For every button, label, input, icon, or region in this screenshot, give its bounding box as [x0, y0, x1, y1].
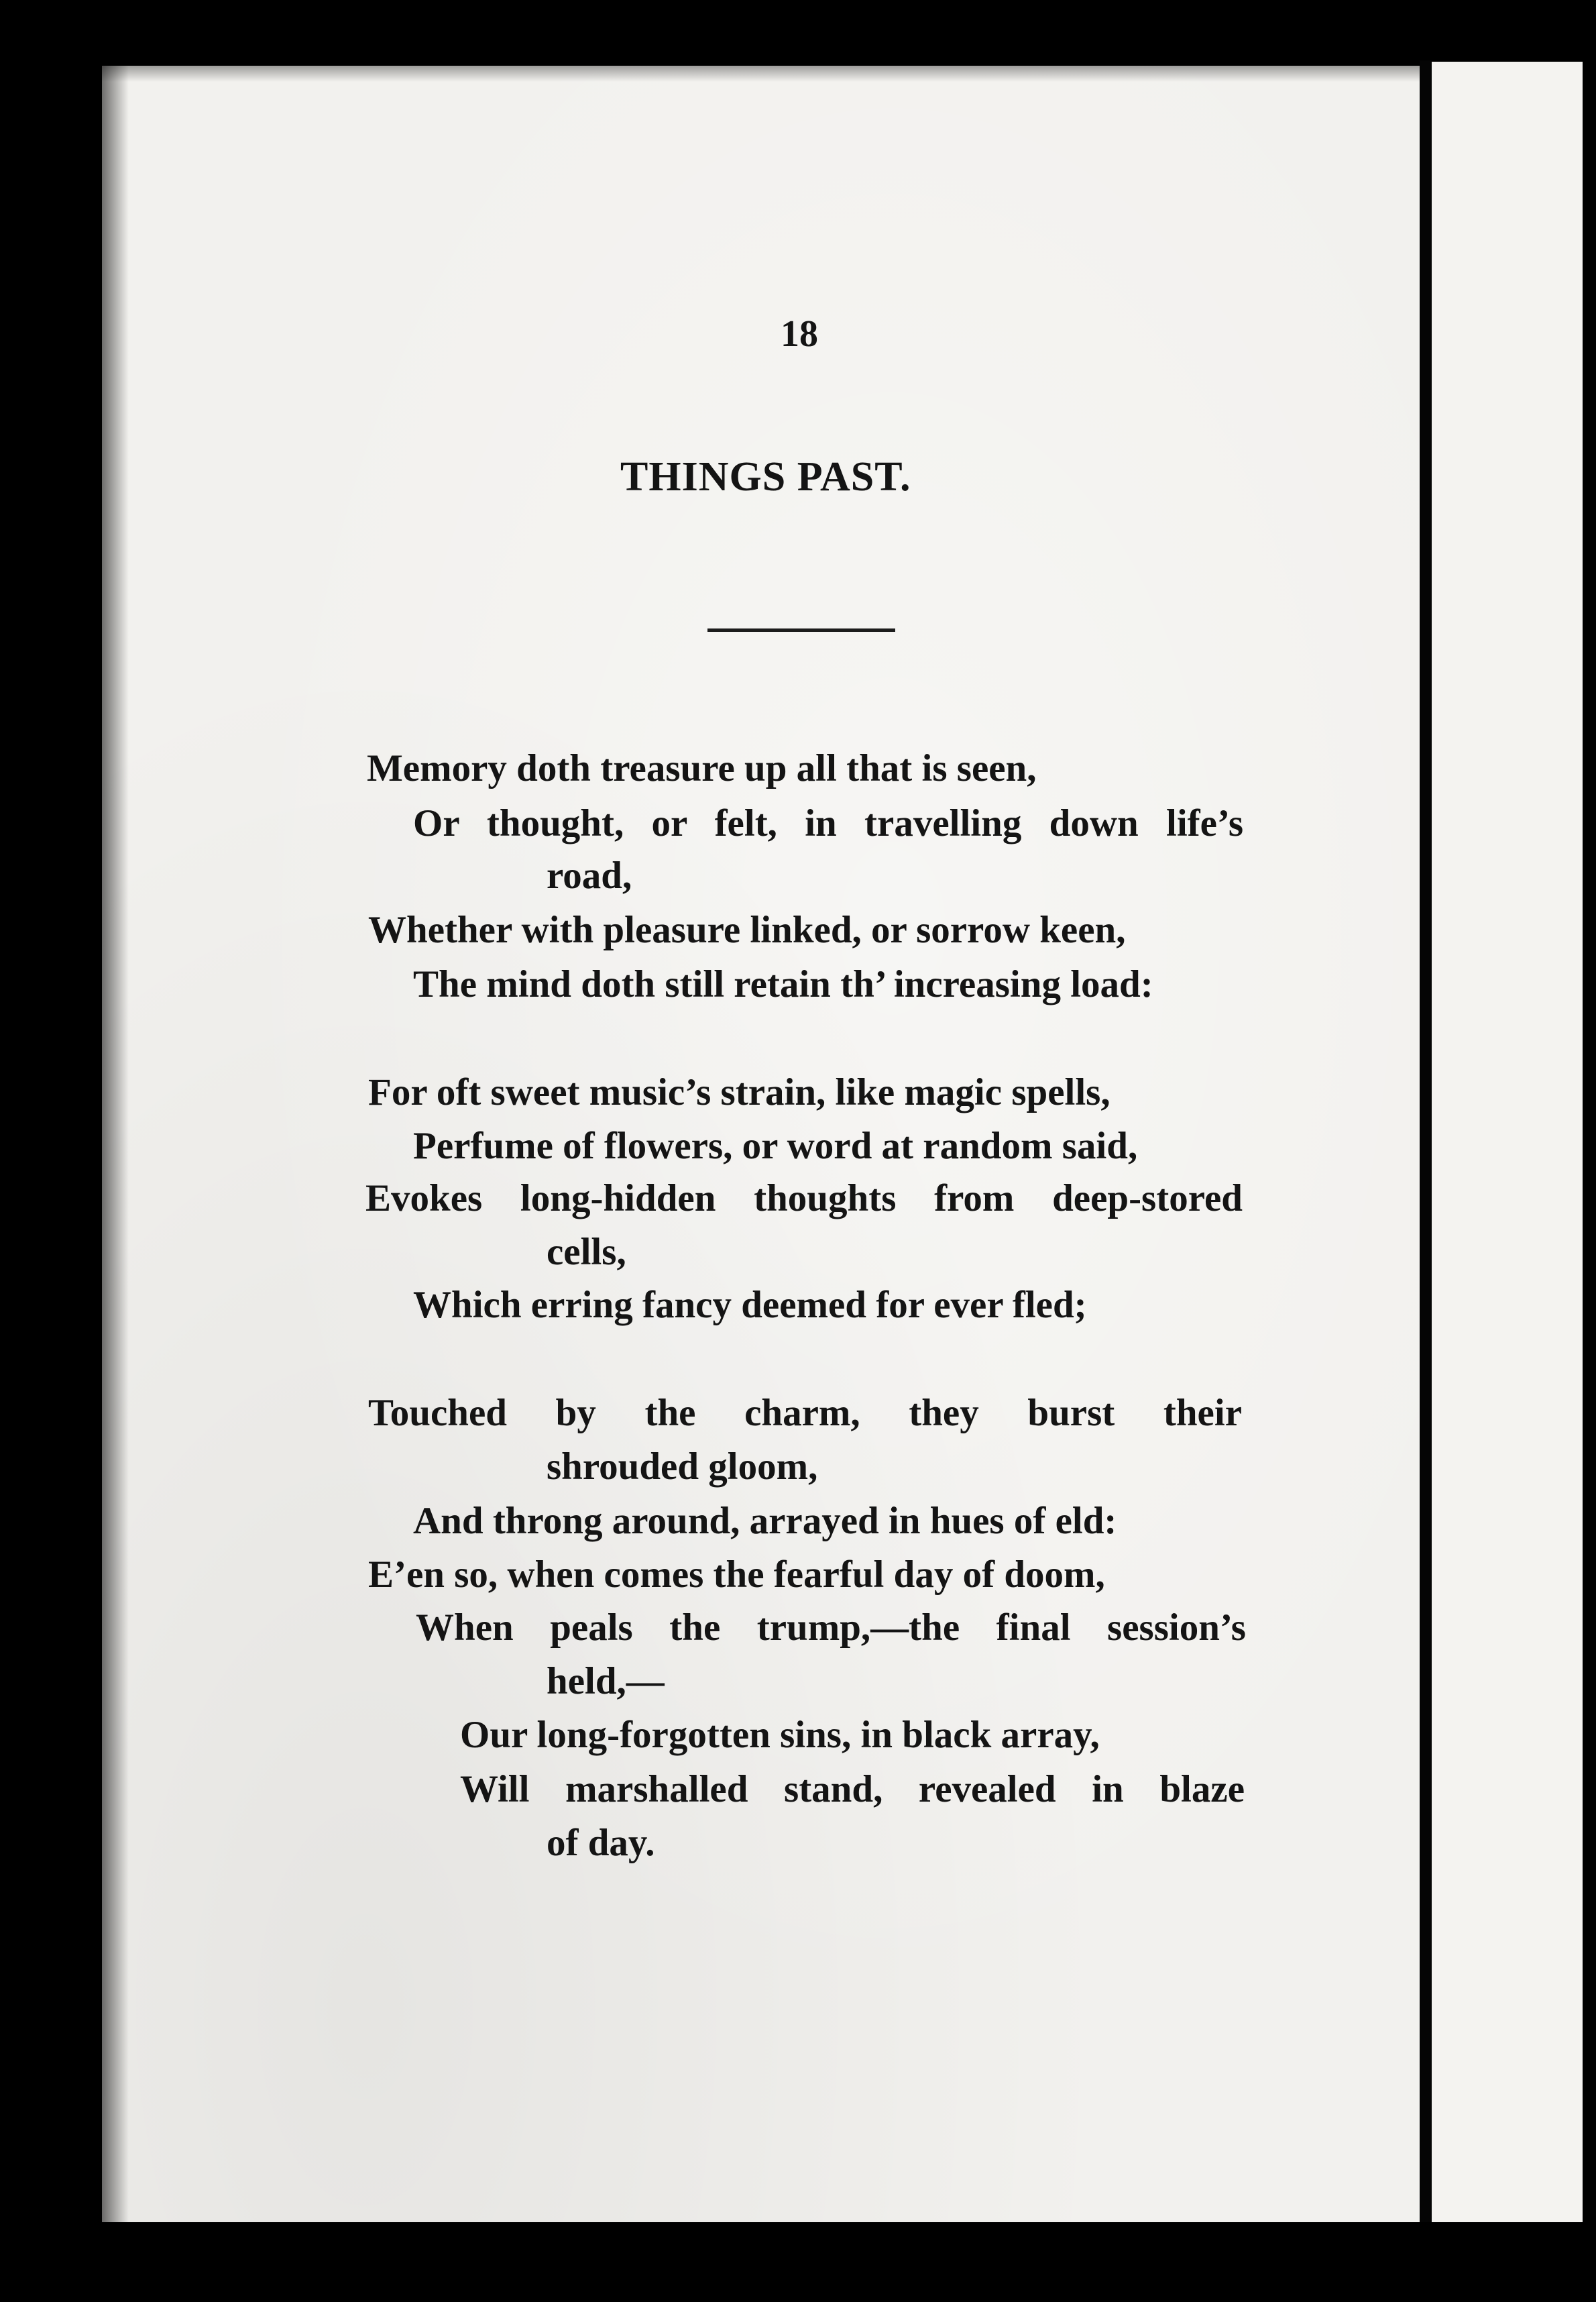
page-number: 18: [781, 313, 818, 355]
poem-line: E’en so, when comes the fearful day of doom,: [368, 1553, 1105, 1596]
poem-line: Whether with pleasure linked, or sorrow keen,: [368, 909, 1126, 951]
poem-line: shrouded gloom,: [547, 1445, 818, 1488]
poem-line: road,: [547, 855, 632, 897]
poem-line: Or thought, or felt, in travelling down life’s: [413, 802, 1243, 844]
scan-border: [0, 2222, 1596, 2302]
poem-line: And throng around, arrayed in hues of eld:: [413, 1500, 1117, 1542]
poem-line: Will marshalled stand, revealed in blaze: [460, 1768, 1245, 1810]
poem-line: cells,: [547, 1231, 626, 1273]
poem-line: Touched by the charm, they burst their: [368, 1392, 1242, 1434]
poem-line: When peals the trump,—the final session’s: [416, 1606, 1246, 1649]
poem-line: Memory doth treasure up all that is seen,: [367, 747, 1037, 789]
poem-line: Which erring fancy deemed for ever fled;: [413, 1284, 1087, 1326]
poem-line: For oft sweet music’s strain, like magic spells,: [368, 1071, 1110, 1113]
poem-title: THINGS PAST.: [620, 454, 911, 500]
poem-line: of day.: [547, 1822, 655, 1864]
poem-line: held,—: [547, 1660, 665, 1702]
poem-line: Our long-forgotten sins, in black array,: [460, 1714, 1100, 1756]
poem-line: The mind doth still retain th’ increasing load:: [413, 963, 1153, 1005]
poem-line: Evokes long-hidden thoughts from deep-stored: [365, 1177, 1243, 1219]
poem-line: Perfume of flowers, or word at random said,: [413, 1125, 1138, 1167]
